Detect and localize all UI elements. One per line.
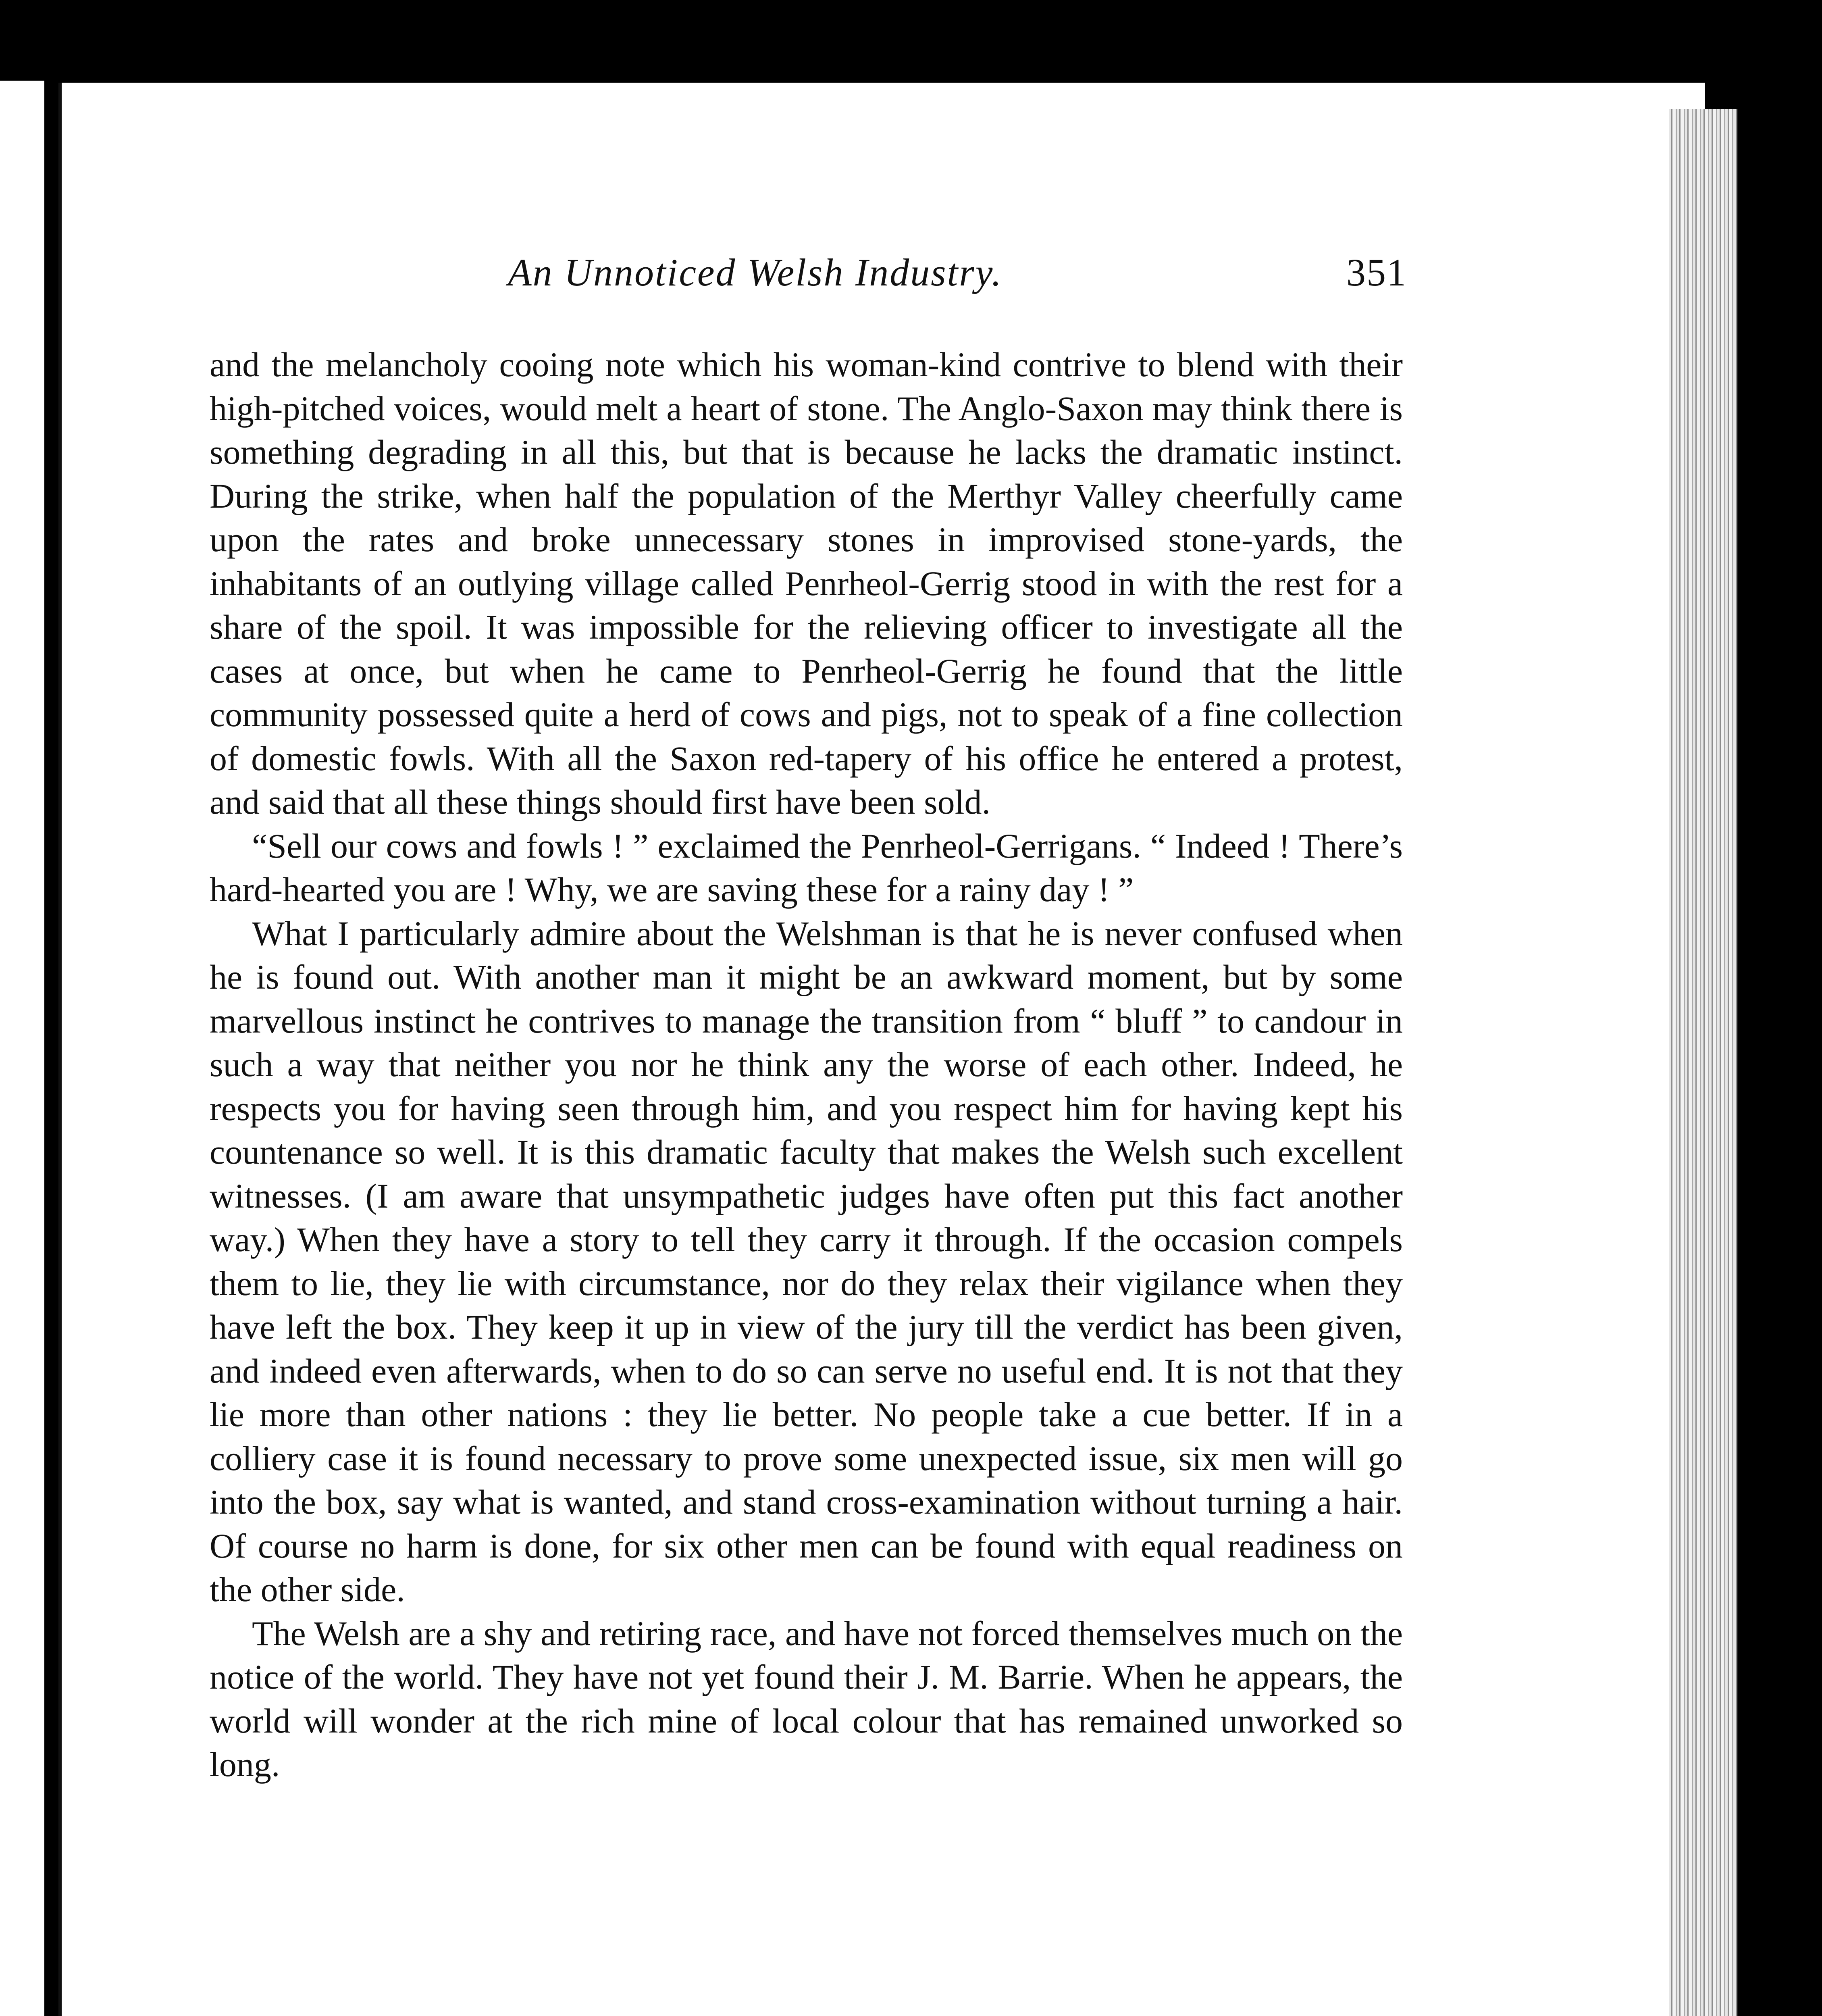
paragraph-continued: and the melancholy cooing note which his woman-kind contrive to blend with their high-pitched voices, would melt a heart of stone. The Anglo-Saxon may think there is something degrading in all this, but that is because he lacks the dramatic instinct. During the strike, when half the population of the Merthyr Valley cheerfully came upon the rates and broke unnecessary stones in improvised stone-yards, the inhabitants of an outlying village called Penrheol-Gerrig stood in with the rest for a share of the spoil. It was impossible for the relieving officer to investigate all the cases at once, but when he came to Penrheol-Gerrig he found that the little community possessed quite a herd of cows and pigs, not to speak of a fine collection of domestic fowls. With all the Saxon red-tapery of his office he entered a protest, and said that all these things should first have been sold. [210,345,1403,821]
page-stack-edge [1669,109,1737,2016]
paragraph-witnesses: What I particularly admire about the Welshman is that he is never confused when he is found out. With another man it might be an awkward moment, but by some marvellous instinct he contrives to manage the transition from “ bluff ” to candour in such a way that neither you nor he think any the worse of each other. Indeed, he respects you for having seen through him, and you respect him for having kept his countenance so well. It is this dramatic faculty that makes the Welsh such excellent witnesses. (I am aware that unsympathetic judges have often put this fact another way.) When they have a story to tell they carry it through. If the occasion compels them to lie, they lie with circumstance, nor do they relax their vigilance when they have left the box. They keep it up in view of the jury till the verdict has been given, and indeed even afterwards, when to do so can serve no useful end. It is not that they lie more than other nations : they lie better. No people take a cue better. If in a colliery case it is found necessary to prove some unexpected issue, six men will go into the box, say what is wanted, and stand cross-examination without turning a hair. Of course no harm is done, for six other men can be found with equal readiness on the other side. [210,914,1403,1609]
body-text [210,343,1403,1787]
running-title: An Unnoticed Welsh Industry. [508,251,1003,294]
running-header [218,250,1407,314]
facing-page-edge [0,81,44,2016]
page-number: 351 [1346,251,1407,294]
paragraph-conclusion: The Welsh are a shy and retiring race, and have not forced themselves much on the notice of the world. They have not yet found their J. M. Barrie. When he appears, the world will wonder at the rich mine of local colour that has remained unworked so long. [210,1614,1403,1784]
paragraph-quote: “Sell our cows and fowls ! ” exclaimed the Penrheol-Gerrigans. “ Indeed ! There’s hard-hearted you are ! Why, we are saving these for a rainy day ! ” [210,826,1403,909]
